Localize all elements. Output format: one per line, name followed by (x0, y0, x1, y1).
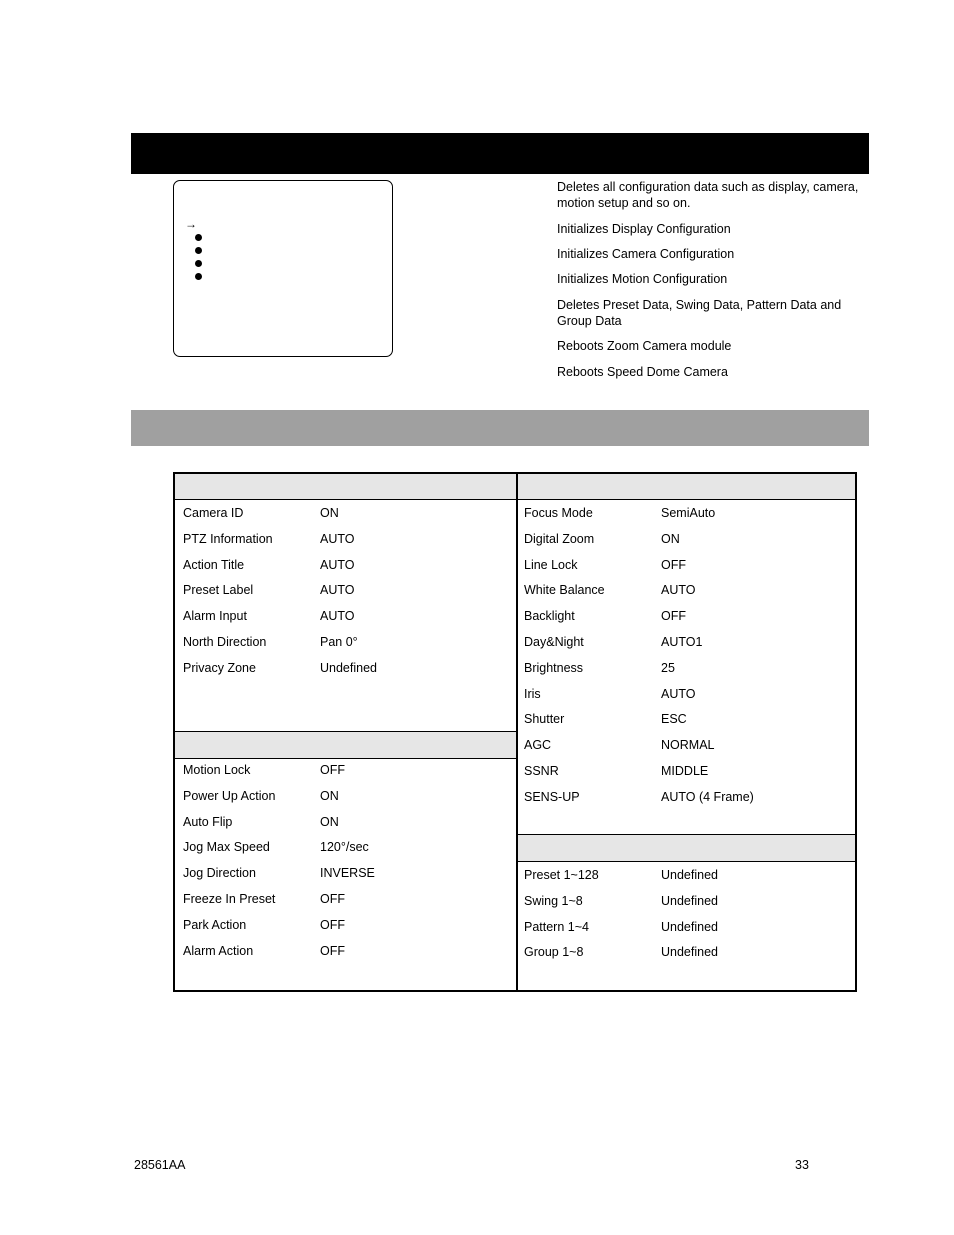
setting-value: ESC (661, 712, 687, 727)
column-divider (516, 474, 518, 990)
bullet-icon (195, 260, 202, 267)
setting-label: Brightness (524, 660, 584, 675)
function-settings-header (518, 834, 855, 862)
camera-settings-header (518, 474, 855, 500)
setting-label: Backlight (524, 609, 575, 624)
setting-label: Freeze In Preset (183, 892, 276, 906)
setting-label: Power Up Action (183, 788, 276, 803)
setting-label: Digital Zoom (524, 531, 595, 546)
setting-label: Camera ID (183, 506, 244, 520)
setting-value: AUTO (320, 609, 355, 624)
bullet-icon (195, 234, 202, 241)
setting-value: OFF (320, 892, 345, 906)
setting-label: PTZ Information (183, 531, 273, 546)
setting-value: AUTO (661, 686, 696, 701)
setting-label: Jog Direction (183, 866, 256, 881)
setting-value: Pan 0° (320, 635, 358, 649)
page-number: 33 (795, 1158, 809, 1172)
setting-label: Privacy Zone (183, 660, 256, 675)
bullet-icon (195, 247, 202, 254)
description-text: Reboots Zoom Camera module (557, 339, 732, 353)
arrow-icon: → (185, 217, 197, 231)
setting-label: Group 1~8 (524, 945, 584, 960)
setting-value: ON (320, 788, 339, 803)
setting-label: Preset Label (183, 583, 254, 598)
setting-value: Undefined (320, 660, 377, 675)
setting-value: MIDDLE (661, 764, 709, 778)
section-header-bar (131, 133, 869, 174)
setting-label: Alarm Input (183, 609, 247, 624)
setting-label: Line Lock (524, 557, 578, 572)
description-text: Initializes Display Configuration (557, 222, 731, 236)
setting-label: North Direction (183, 635, 267, 649)
setting-value: OFF (661, 609, 686, 624)
description-text: Reboots Speed Dome Camera (557, 365, 728, 379)
setting-label: Motion Lock (183, 763, 251, 777)
description-text: Deletes all configuration data such as display, camera, motion setup and so on. (557, 180, 859, 210)
setting-label: Auto Flip (183, 814, 233, 829)
setting-value: SemiAuto (661, 506, 716, 520)
document-id: 28561AA (134, 1158, 186, 1172)
setting-value: ON (320, 506, 339, 520)
setting-value: OFF (661, 557, 686, 572)
setting-value: INVERSE (320, 866, 375, 881)
display-settings-header (175, 474, 516, 500)
setting-value: AUTO (661, 583, 696, 598)
setting-value: ON (661, 531, 680, 546)
setting-label: Alarm Action (183, 943, 254, 958)
setting-label: SSNR (524, 764, 559, 778)
description-text: Deletes Preset Data, Swing Data, Pattern Data and Group Data (557, 298, 842, 328)
setting-label: Focus Mode (524, 506, 593, 520)
setting-label: Iris (524, 686, 541, 701)
setting-value: Undefined (661, 868, 718, 882)
setting-value: Undefined (661, 945, 718, 960)
setting-value: ON (320, 814, 339, 829)
setting-value: 25 (661, 660, 675, 675)
setting-value: OFF (320, 917, 345, 932)
setting-label: Action Title (183, 557, 245, 572)
default-settings-table (173, 472, 857, 992)
setting-label: Swing 1~8 (524, 893, 583, 908)
bullet-icon (195, 273, 202, 280)
setting-value: 120°/sec (320, 840, 369, 855)
setting-value: OFF (320, 763, 345, 777)
setting-label: Park Action (183, 917, 247, 932)
motion-settings-header (175, 731, 516, 759)
setting-label: Preset 1~128 (524, 868, 599, 882)
setting-value: Undefined (661, 919, 718, 934)
section-subheader-bar (131, 410, 869, 446)
setting-label: Shutter (524, 712, 565, 727)
osd-menu-box (173, 180, 393, 357)
setting-label: Day&Night (524, 635, 584, 649)
setting-value: NORMAL (661, 738, 715, 753)
setting-label: AGC (524, 738, 552, 753)
setting-value: Undefined (661, 893, 718, 908)
setting-label: White Balance (524, 583, 605, 598)
setting-value: AUTO (320, 583, 355, 598)
setting-value: AUTO (320, 557, 355, 572)
setting-value: AUTO (4 Frame) (661, 789, 754, 804)
setting-label: SENS-UP (524, 789, 580, 804)
setting-label: Jog Max Speed (183, 840, 270, 855)
description-text: Initializes Motion Configuration (557, 272, 728, 286)
setting-value: OFF (320, 943, 345, 958)
setting-label: Pattern 1~4 (524, 919, 589, 934)
description-text: Initializes Camera Configuration (557, 247, 735, 261)
setting-value: AUTO1 (661, 635, 703, 649)
setting-value: AUTO (320, 531, 355, 546)
